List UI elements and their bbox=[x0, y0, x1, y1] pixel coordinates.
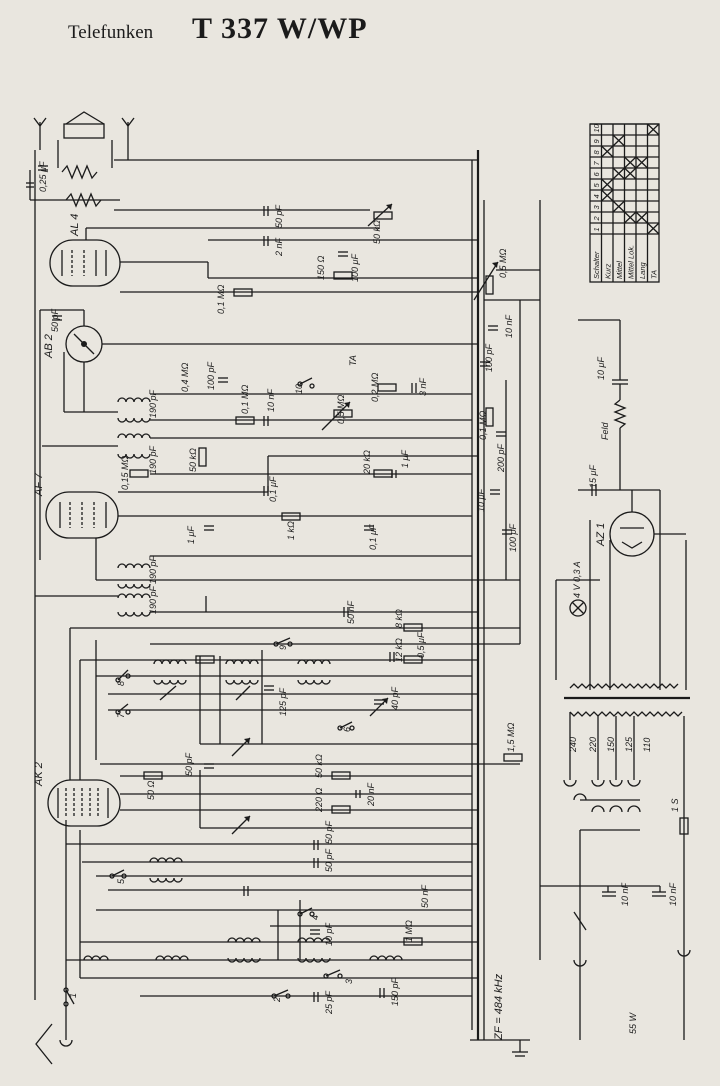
label-c-100uF: 100 μF bbox=[350, 254, 360, 282]
label-c-50pF-b: 50 pF bbox=[324, 820, 334, 844]
label-c-50pF-ak: 50 pF bbox=[184, 752, 194, 776]
label-c-20nF: 20 nF bbox=[366, 782, 376, 806]
label-c-10uF-pw: 10 μF bbox=[596, 357, 606, 380]
label-r-50k-mid: 50 kΩ bbox=[188, 448, 198, 472]
label-c-190pF-b: 190 pF bbox=[148, 445, 158, 474]
label-c-1uF-b: 1 μF bbox=[186, 526, 196, 544]
switch-table-mode: Lang bbox=[637, 262, 647, 279]
label-r-50-ak: 50 Ω bbox=[146, 780, 156, 800]
model-title: T 337 W/WP bbox=[192, 12, 368, 45]
label-lamp: 4 V 0,3 A bbox=[572, 561, 582, 598]
label-r-1M: 1 MΩ bbox=[404, 920, 414, 942]
switch-table-number: 9 bbox=[591, 139, 601, 144]
label-c-01uF-b: 0,1 μF bbox=[368, 524, 378, 550]
label-switch-5: 5 bbox=[116, 878, 126, 884]
label-c-125pF: 125 pF bbox=[278, 687, 288, 716]
label-c-50pF-top: 50 pF bbox=[274, 204, 284, 228]
label-c-1uF-a: 1 μF bbox=[400, 450, 410, 468]
switch-table-number: 2 bbox=[591, 216, 601, 221]
switch-table-number: 5 bbox=[591, 183, 601, 188]
switch-table-number: 3 bbox=[591, 205, 601, 210]
tube-al4 bbox=[50, 240, 120, 286]
label-tap-110: 110 bbox=[642, 737, 652, 752]
label-c-10nF-b: 10 nF bbox=[266, 388, 276, 412]
label-r-05M-top: 0,5 MΩ bbox=[498, 248, 508, 278]
label-switch-8: 8 bbox=[116, 680, 126, 686]
label-c-100pF-b: 100 pF bbox=[206, 361, 216, 390]
switch-table-number: 4 bbox=[591, 194, 601, 199]
label-c-2nF: 2 nF bbox=[274, 237, 284, 256]
label-switch-10: 10 bbox=[294, 383, 304, 394]
label-c-190pF-a: 190 pF bbox=[148, 389, 158, 418]
label-tap-150: 150 bbox=[606, 736, 616, 752]
label-c-10pF: 10 pF bbox=[324, 922, 334, 946]
label-c-50nF-a: 50 nF bbox=[346, 600, 356, 624]
tube-label-ak2: AK 2 bbox=[33, 762, 45, 786]
label-power: 55 W bbox=[628, 1012, 638, 1034]
label-tap-125: 125 bbox=[624, 736, 634, 752]
tube-label-af7: AF 7 bbox=[33, 472, 45, 496]
label-c-025uF: 0,25 μF bbox=[38, 161, 48, 192]
label-switch-3: 3 bbox=[344, 978, 354, 984]
switch-table bbox=[590, 123, 659, 282]
label-c-25pF: 25 pF bbox=[324, 990, 334, 1014]
label-c-10uF-a: 10 μF bbox=[476, 489, 486, 512]
component-labels bbox=[38, 161, 680, 1041]
switch-table-number: 6 bbox=[591, 172, 601, 177]
label-c-10nF-c: 10 nF bbox=[620, 882, 630, 906]
label-c-3nF: 3 nF bbox=[418, 377, 428, 396]
label-c-100pF-c: 100 pF bbox=[508, 523, 518, 552]
label-c-150pF: 150 pF bbox=[390, 977, 400, 1006]
label-ta: TA bbox=[348, 355, 358, 366]
label-tap-240: 240 bbox=[568, 736, 578, 752]
label-c-190pF-d: 190 pF bbox=[148, 585, 158, 614]
label-c-50pF-ab: 50 pF bbox=[50, 308, 60, 332]
label-r-8k: 8 kΩ bbox=[394, 609, 404, 628]
brand-name: Telefunken bbox=[68, 22, 154, 43]
switch-table-mode: Mittel Lok. bbox=[626, 244, 636, 279]
tube-af7 bbox=[46, 492, 118, 538]
label-r-50k-ak: 50 kΩ bbox=[314, 754, 324, 778]
tube-ak2 bbox=[48, 780, 120, 826]
label-r-20k: 20 kΩ bbox=[362, 450, 372, 474]
antenna-input bbox=[36, 1010, 72, 1064]
label-c-100pF-a: 100 pF bbox=[484, 343, 494, 372]
label-c-10nF-d: 10 nF bbox=[668, 882, 678, 906]
label-c-01uF-a: 0,1 μF bbox=[268, 476, 278, 502]
switch-table-mode: Mittel bbox=[614, 261, 624, 279]
label-tap-220: 220 bbox=[588, 736, 598, 752]
switch-set bbox=[64, 378, 354, 1006]
label-c-200pF: 200 pF bbox=[496, 443, 506, 472]
switch-table-header: Schalter bbox=[591, 251, 601, 279]
label-r-04M: 0,4 MΩ bbox=[180, 362, 190, 392]
label-r-150: 150 Ω bbox=[316, 255, 326, 280]
bus-rails bbox=[35, 150, 540, 1056]
label-r-01M-b: 0,1 MΩ bbox=[240, 384, 250, 414]
label-switch-9: 9 bbox=[278, 644, 288, 650]
label-r-015M: 0,15 MΩ bbox=[120, 455, 130, 490]
switch-table-number: 8 bbox=[591, 150, 601, 155]
label-fuse: 1 S bbox=[670, 798, 680, 812]
label-c-10nF-a: 10 nF bbox=[504, 314, 514, 338]
switch-table-number: 10 bbox=[591, 124, 601, 133]
label-switch-7: 7 bbox=[116, 712, 126, 718]
label-c-05uF: 0,5 μF bbox=[416, 632, 426, 658]
label-switch-1: 1 bbox=[68, 992, 78, 998]
label-r-15M: 1,5 MΩ bbox=[506, 722, 516, 752]
tube-az1 bbox=[610, 512, 654, 556]
tube-label-al4: AL 4 bbox=[69, 213, 81, 236]
switch-table-number: 7 bbox=[591, 161, 601, 166]
switch-table-mode: Kurz bbox=[603, 263, 613, 279]
label-c-40pF: 40 pF bbox=[390, 686, 400, 710]
label-r-220: 220 Ω bbox=[314, 787, 324, 812]
label-r-01M-a: 0,1 MΩ bbox=[216, 284, 226, 314]
power-section bbox=[540, 320, 690, 1040]
label-switch-6: 6 bbox=[342, 726, 352, 732]
label-r-50k-top: 50 kΩ bbox=[372, 220, 382, 244]
label-switch-2: 2 bbox=[272, 996, 282, 1002]
trimmer-set bbox=[160, 204, 498, 834]
label-zf: ZF = 484 kHz bbox=[493, 973, 505, 1040]
label-r-01M-c: 0,1 MΩ bbox=[478, 410, 488, 440]
label-switch-4: 4 bbox=[310, 914, 320, 920]
switch-table-number: 1 bbox=[591, 227, 601, 232]
signal-wiring bbox=[35, 210, 540, 1010]
label-r-1k: 1 kΩ bbox=[286, 521, 296, 540]
tube-label-ab2: AB 2 bbox=[43, 334, 55, 358]
tube-label-az1: AZ 1 bbox=[595, 522, 607, 546]
label-feld: Feld bbox=[600, 422, 610, 440]
switch-table-mode: TA bbox=[649, 269, 659, 279]
label-r-12k: 12 kΩ bbox=[394, 638, 404, 662]
label-c-15uF: 15 μF bbox=[588, 465, 598, 488]
label-r-05M-b: 0,5 MΩ bbox=[336, 394, 346, 424]
label-c-50nF-b: 50 nF bbox=[420, 884, 430, 908]
label-r-02M: 0,2 MΩ bbox=[370, 372, 380, 402]
tube-ab2 bbox=[66, 326, 102, 362]
label-c-50pF-c: 50 pF bbox=[324, 848, 334, 872]
coil-set bbox=[84, 398, 402, 962]
label-c-190pF-c: 190 pF bbox=[148, 555, 158, 584]
